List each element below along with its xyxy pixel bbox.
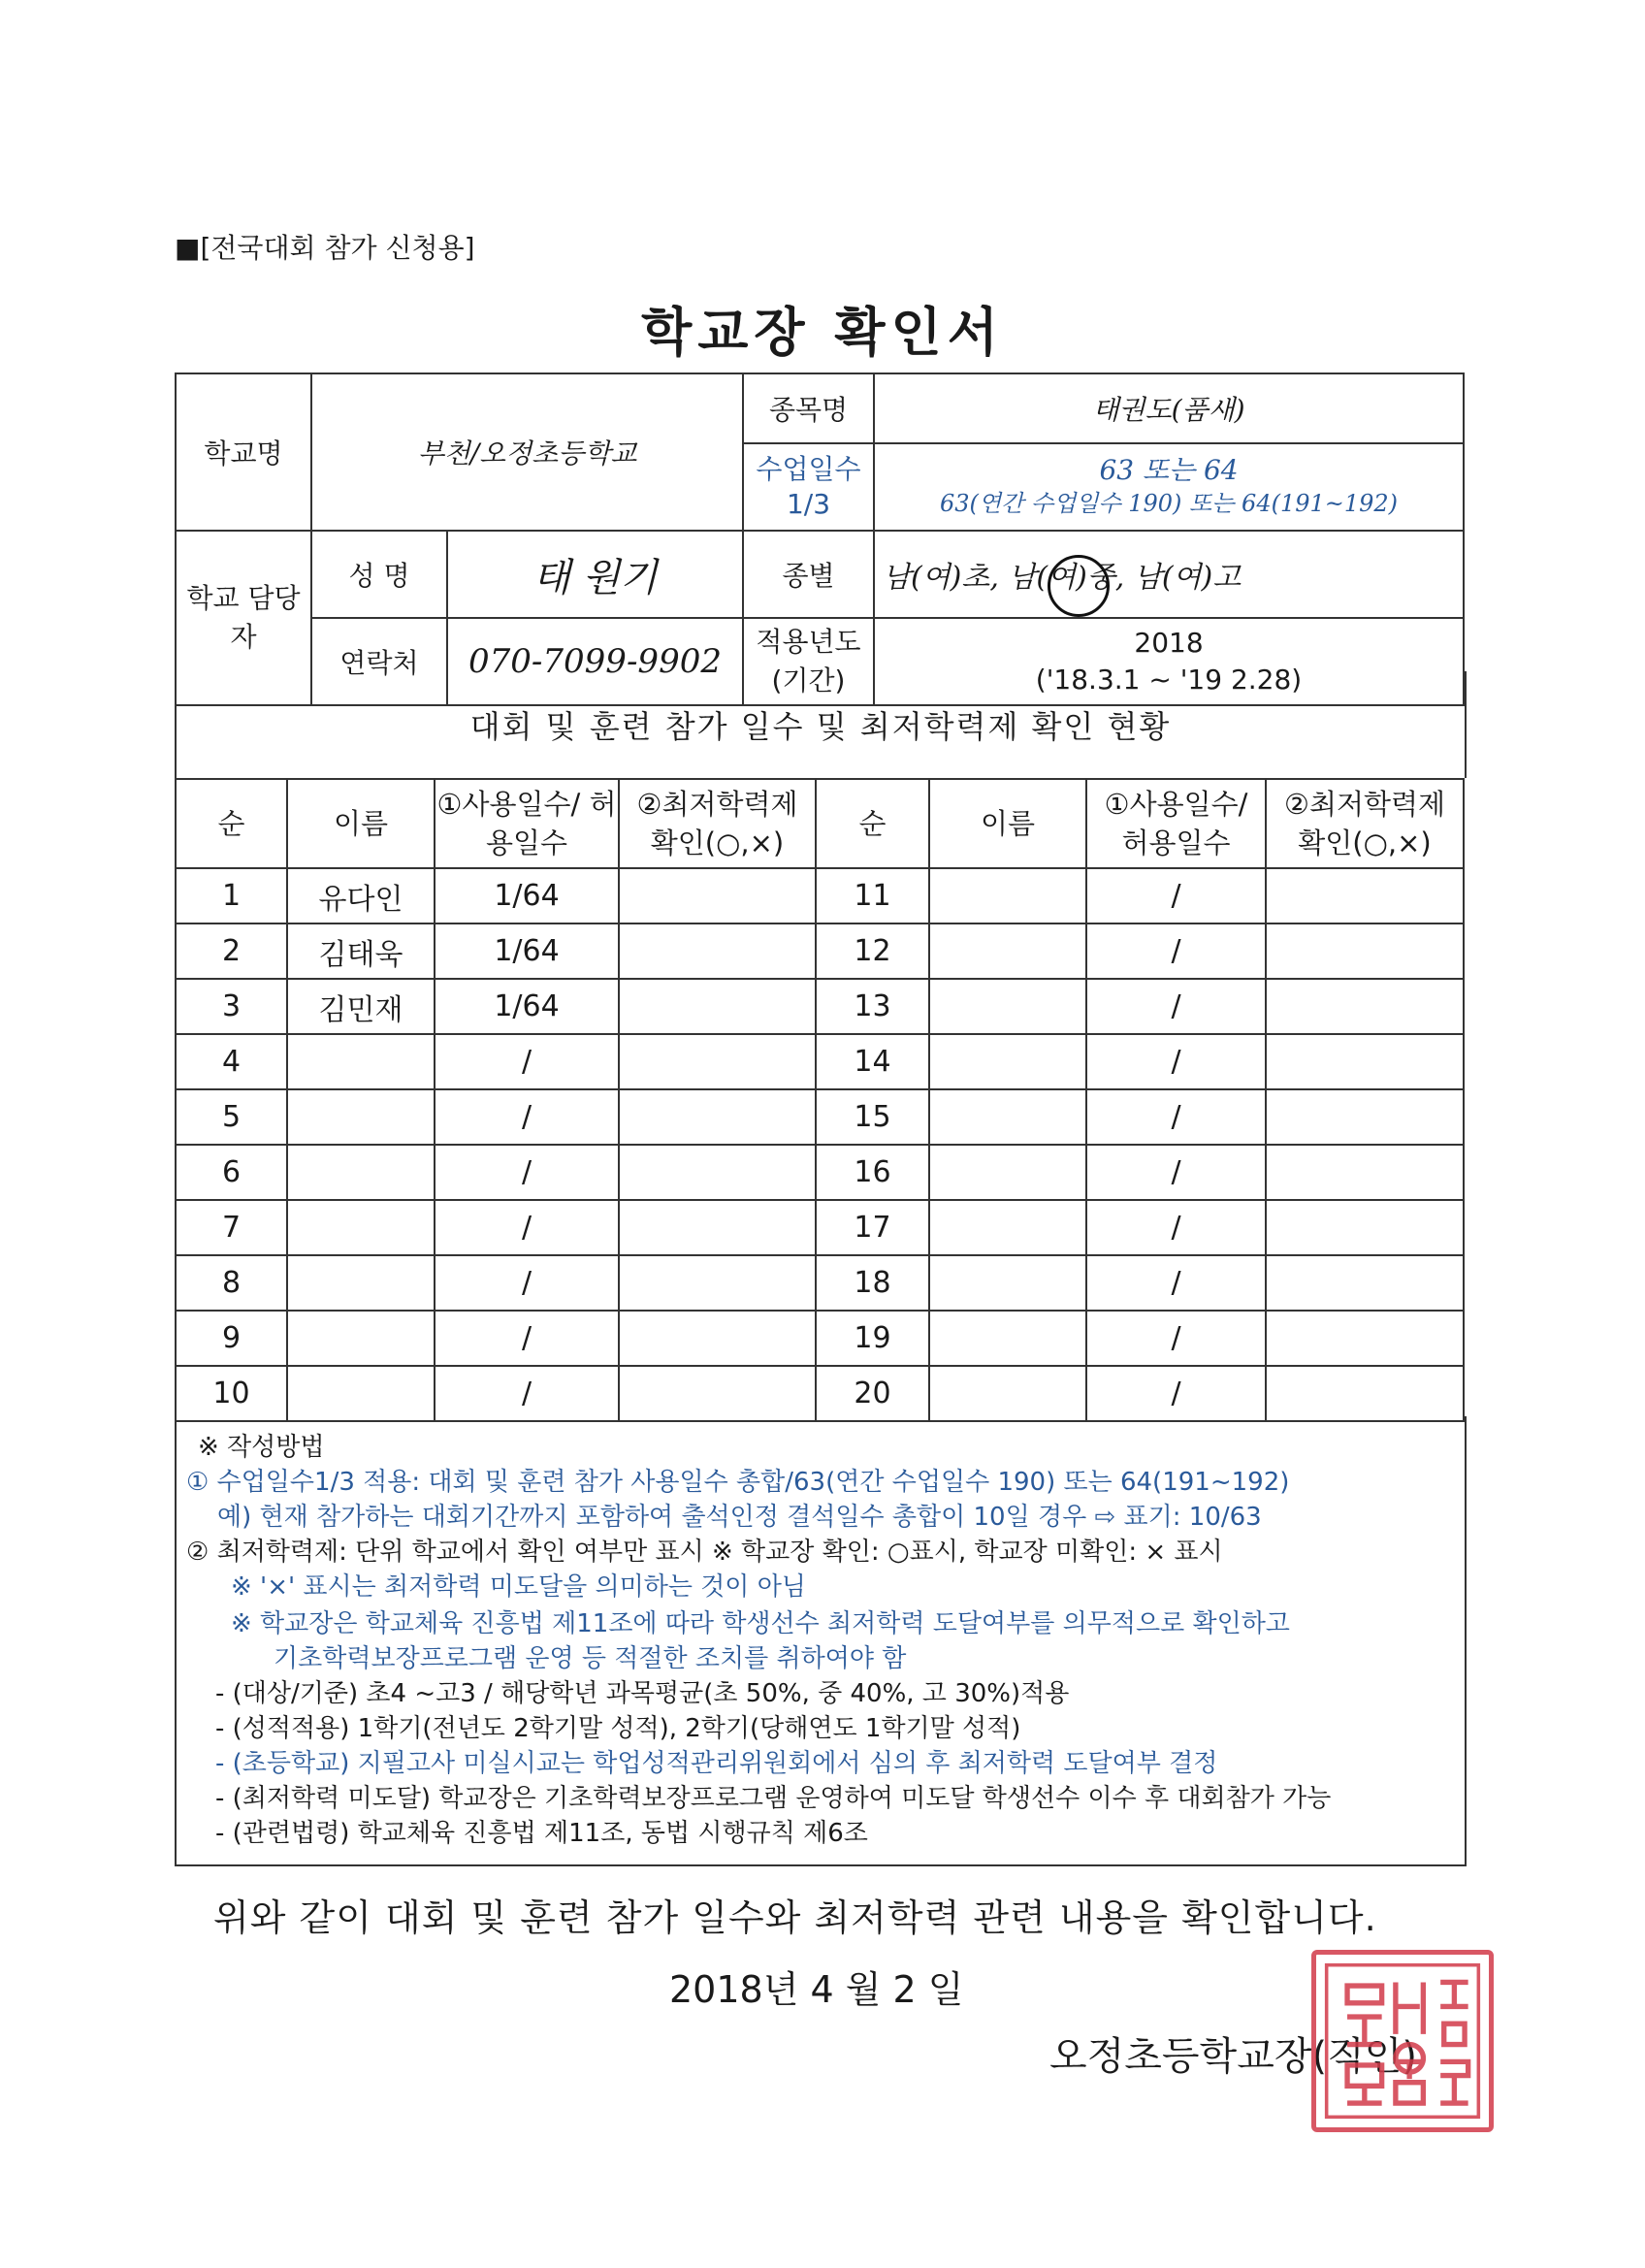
note-10: - (최저학력 미도달) 학교장은 기초학력보장프로그램 운영하여 미도달 학생선수 이수 후 대회참가 가능 bbox=[215, 1784, 1332, 1813]
event-value: 태권도(품새) bbox=[874, 373, 1464, 443]
participant-name: 김민재 bbox=[287, 979, 435, 1034]
participant-name bbox=[287, 1200, 435, 1255]
academic-check bbox=[1266, 1255, 1464, 1311]
academic-check bbox=[619, 1089, 816, 1145]
participant-name bbox=[287, 1145, 435, 1200]
official-seal-stamp bbox=[1311, 1950, 1494, 2132]
used-days: / bbox=[435, 1145, 619, 1200]
header-academic-2: ②최저학력제 확인(○,×) bbox=[1266, 779, 1464, 868]
school-days-label: 수업일수 1/3 bbox=[743, 443, 874, 531]
table-header-row bbox=[176, 779, 1464, 868]
participant-name: 유다인 bbox=[287, 868, 435, 923]
table-row bbox=[176, 923, 1464, 979]
row-number: 18 bbox=[816, 1255, 929, 1311]
school-days-value-detail: 63(연간 수업일수 190) 또는 64(191~192) bbox=[939, 490, 1399, 517]
header-no: 순 bbox=[176, 779, 287, 868]
used-days: / bbox=[435, 1366, 619, 1421]
used-days: / bbox=[1086, 1311, 1266, 1366]
academic-check bbox=[1266, 1145, 1464, 1200]
used-days: / bbox=[1086, 868, 1266, 923]
participant-name bbox=[929, 923, 1086, 979]
participant-name bbox=[929, 1311, 1086, 1366]
academic-check bbox=[1266, 979, 1464, 1034]
used-days: 1/64 bbox=[435, 979, 619, 1034]
participant-name bbox=[929, 1145, 1086, 1200]
table-row bbox=[176, 1200, 1464, 1255]
status-section-title: 대회 및 훈련 참가 일수 및 최저학력제 확인 현황 bbox=[175, 671, 1467, 778]
row-number: 4 bbox=[176, 1034, 287, 1089]
participant-name bbox=[929, 979, 1086, 1034]
academic-check bbox=[619, 1311, 816, 1366]
school-value: 부천/오정초등학교 bbox=[311, 373, 743, 531]
apply-period: ('18.3.1 ~ '19 2.28) bbox=[1035, 664, 1303, 696]
academic-check bbox=[1266, 1034, 1464, 1089]
academic-check bbox=[1266, 868, 1464, 923]
row-number: 12 bbox=[816, 923, 929, 979]
used-days: / bbox=[435, 1034, 619, 1089]
female-selection-circle bbox=[1048, 555, 1110, 617]
academic-check bbox=[619, 1034, 816, 1089]
confirmation-statement: 위와 같이 대회 및 훈련 참가 일수와 최저학력 관련 내용을 확인합니다. bbox=[213, 1896, 1377, 1939]
note-2: 예) 현재 참가하는 대회기간까지 포함하여 출석인정 결석일수 총합이 10일 경우 ⇨ 표기: 10/63 bbox=[217, 1503, 1262, 1532]
row-number: 20 bbox=[816, 1366, 929, 1421]
instructions-heading: ※ 작성방법 bbox=[198, 1433, 325, 1462]
contact-value: 070-7099-9902 bbox=[447, 618, 743, 705]
manager-label: 학교 담당자 bbox=[176, 531, 311, 705]
table-row bbox=[176, 1255, 1464, 1311]
apply-year: 2018 bbox=[1134, 627, 1204, 659]
participant-name bbox=[929, 1089, 1086, 1145]
school-days-value bbox=[874, 443, 1464, 531]
used-days: / bbox=[435, 1089, 619, 1145]
used-days: / bbox=[435, 1200, 619, 1255]
used-days: / bbox=[1086, 1200, 1266, 1255]
participant-name bbox=[287, 1034, 435, 1089]
used-days: / bbox=[1086, 1089, 1266, 1145]
participant-name bbox=[929, 1366, 1086, 1421]
row-number: 19 bbox=[816, 1311, 929, 1366]
academic-check bbox=[1266, 923, 1464, 979]
table-row bbox=[176, 1089, 1464, 1145]
school-label: 학교명 bbox=[176, 373, 311, 531]
note-3: ② 최저학력제: 단위 학교에서 확인 여부만 표시 ※ 학교장 확인: ○표시, 학교장 미확인: × 표시 bbox=[186, 1538, 1223, 1567]
table-row bbox=[176, 868, 1464, 923]
table-row bbox=[176, 1366, 1464, 1421]
academic-check bbox=[1266, 1366, 1464, 1421]
academic-check bbox=[619, 1145, 816, 1200]
row-number: 5 bbox=[176, 1089, 287, 1145]
row-number: 16 bbox=[816, 1145, 929, 1200]
note-5: ※ 학교장은 학교체육 진흥법 제11조에 따라 학생선수 최저학력 도달여부를 의무적으로 확인하고 bbox=[231, 1609, 1290, 1638]
row-number: 14 bbox=[816, 1034, 929, 1089]
participant-name bbox=[287, 1311, 435, 1366]
document-title: 학교장 확인서 bbox=[641, 302, 1004, 363]
used-days: / bbox=[1086, 1034, 1266, 1089]
used-days: 1/64 bbox=[435, 923, 619, 979]
issue-date: 2018년 4 월 2 일 bbox=[669, 1968, 964, 2011]
table-row bbox=[176, 1145, 1464, 1200]
academic-check bbox=[619, 923, 816, 979]
row-number: 3 bbox=[176, 979, 287, 1034]
note-7: - (대상/기준) 초4 ~고3 / 해당학년 과목평균(초 50%, 중 40%, 고 30%)적용 bbox=[215, 1679, 1070, 1708]
row-number: 9 bbox=[176, 1311, 287, 1366]
academic-check bbox=[619, 1366, 816, 1421]
row-number: 1 bbox=[176, 868, 287, 923]
participant-name bbox=[287, 1089, 435, 1145]
participant-name bbox=[287, 1255, 435, 1311]
academic-check bbox=[1266, 1089, 1464, 1145]
note-9: - (초등학교) 지필고사 미실시교는 학업성적관리위원회에서 심의 후 최저학력 도달여부 결정 bbox=[215, 1749, 1218, 1778]
name-label: 성 명 bbox=[311, 531, 447, 618]
row-number: 2 bbox=[176, 923, 287, 979]
table-row bbox=[176, 1311, 1464, 1366]
instructions bbox=[175, 1416, 1467, 1866]
header-name-2: 이름 bbox=[929, 779, 1086, 868]
used-days: / bbox=[1086, 1366, 1266, 1421]
header-no-2: 순 bbox=[816, 779, 929, 868]
table-row bbox=[176, 1034, 1464, 1089]
row-number: 11 bbox=[816, 868, 929, 923]
used-days: / bbox=[1086, 979, 1266, 1034]
row-number: 10 bbox=[176, 1366, 287, 1421]
academic-check bbox=[619, 979, 816, 1034]
used-days: / bbox=[1086, 1255, 1266, 1311]
used-days: / bbox=[1086, 923, 1266, 979]
academic-check bbox=[619, 868, 816, 923]
academic-check bbox=[1266, 1200, 1464, 1255]
used-days: 1/64 bbox=[435, 868, 619, 923]
academic-check bbox=[619, 1255, 816, 1311]
row-number: 17 bbox=[816, 1200, 929, 1255]
note-6: 기초학력보장프로그램 운영 등 적절한 조치를 취하여야 함 bbox=[274, 1644, 907, 1673]
row-number: 15 bbox=[816, 1089, 929, 1145]
note-11: - (관련법령) 학교체육 진흥법 제11조, 동법 시행규칙 제6조 bbox=[215, 1819, 868, 1848]
header-academic: ②최저학력제 확인(○,×) bbox=[619, 779, 816, 868]
participant-name bbox=[929, 1034, 1086, 1089]
participant-name bbox=[287, 1366, 435, 1421]
category-value: 남(여)초, 남(여)중, 남(여)고 bbox=[874, 531, 1464, 618]
participant-name bbox=[929, 868, 1086, 923]
academic-check bbox=[1266, 1311, 1464, 1366]
row-number: 6 bbox=[176, 1145, 287, 1200]
participant-name bbox=[929, 1200, 1086, 1255]
note-1: ① 수업일수1/3 적용: 대회 및 훈련 참가 사용일수 총합/63(연간 수업일수 190) 또는 64(191~192) bbox=[186, 1468, 1290, 1497]
row-number: 8 bbox=[176, 1255, 287, 1311]
year-label: 적용년도 (기간) bbox=[743, 618, 874, 705]
used-days: / bbox=[435, 1255, 619, 1311]
form-type-tag: ■[전국대회 참가 신청용] bbox=[175, 232, 475, 264]
category-label: 종별 bbox=[743, 531, 874, 618]
event-label: 종목명 bbox=[743, 373, 874, 443]
school-days-value-primary: 63 또는 64 bbox=[1099, 454, 1239, 486]
contact-label: 연락처 bbox=[311, 618, 447, 705]
principal-signature-line: 오정초등학교장(직인) bbox=[1049, 2034, 1417, 2079]
participant-table bbox=[175, 778, 1465, 1422]
note-4: ※ '×' 표시는 최저학력 미도달을 의미하는 것이 아님 bbox=[231, 1572, 806, 1602]
info-table bbox=[175, 373, 1465, 706]
note-8: - (성적적용) 1학기(전년도 2학기말 성적), 2학기(당해연도 1학기말 성적) bbox=[215, 1714, 1021, 1743]
participant-name: 김태욱 bbox=[287, 923, 435, 979]
manager-name-signature: 태 원기 bbox=[447, 531, 743, 618]
header-name: 이름 bbox=[287, 779, 435, 868]
table-row bbox=[176, 979, 1464, 1034]
header-days-2: ①사용일수/ 허용일수 bbox=[1086, 779, 1266, 868]
used-days: / bbox=[435, 1311, 619, 1366]
academic-check bbox=[619, 1200, 816, 1255]
used-days: / bbox=[1086, 1145, 1266, 1200]
header-days: ①사용일수/ 허용일수 bbox=[435, 779, 619, 868]
participant-name bbox=[929, 1255, 1086, 1311]
row-number: 13 bbox=[816, 979, 929, 1034]
row-number: 7 bbox=[176, 1200, 287, 1255]
